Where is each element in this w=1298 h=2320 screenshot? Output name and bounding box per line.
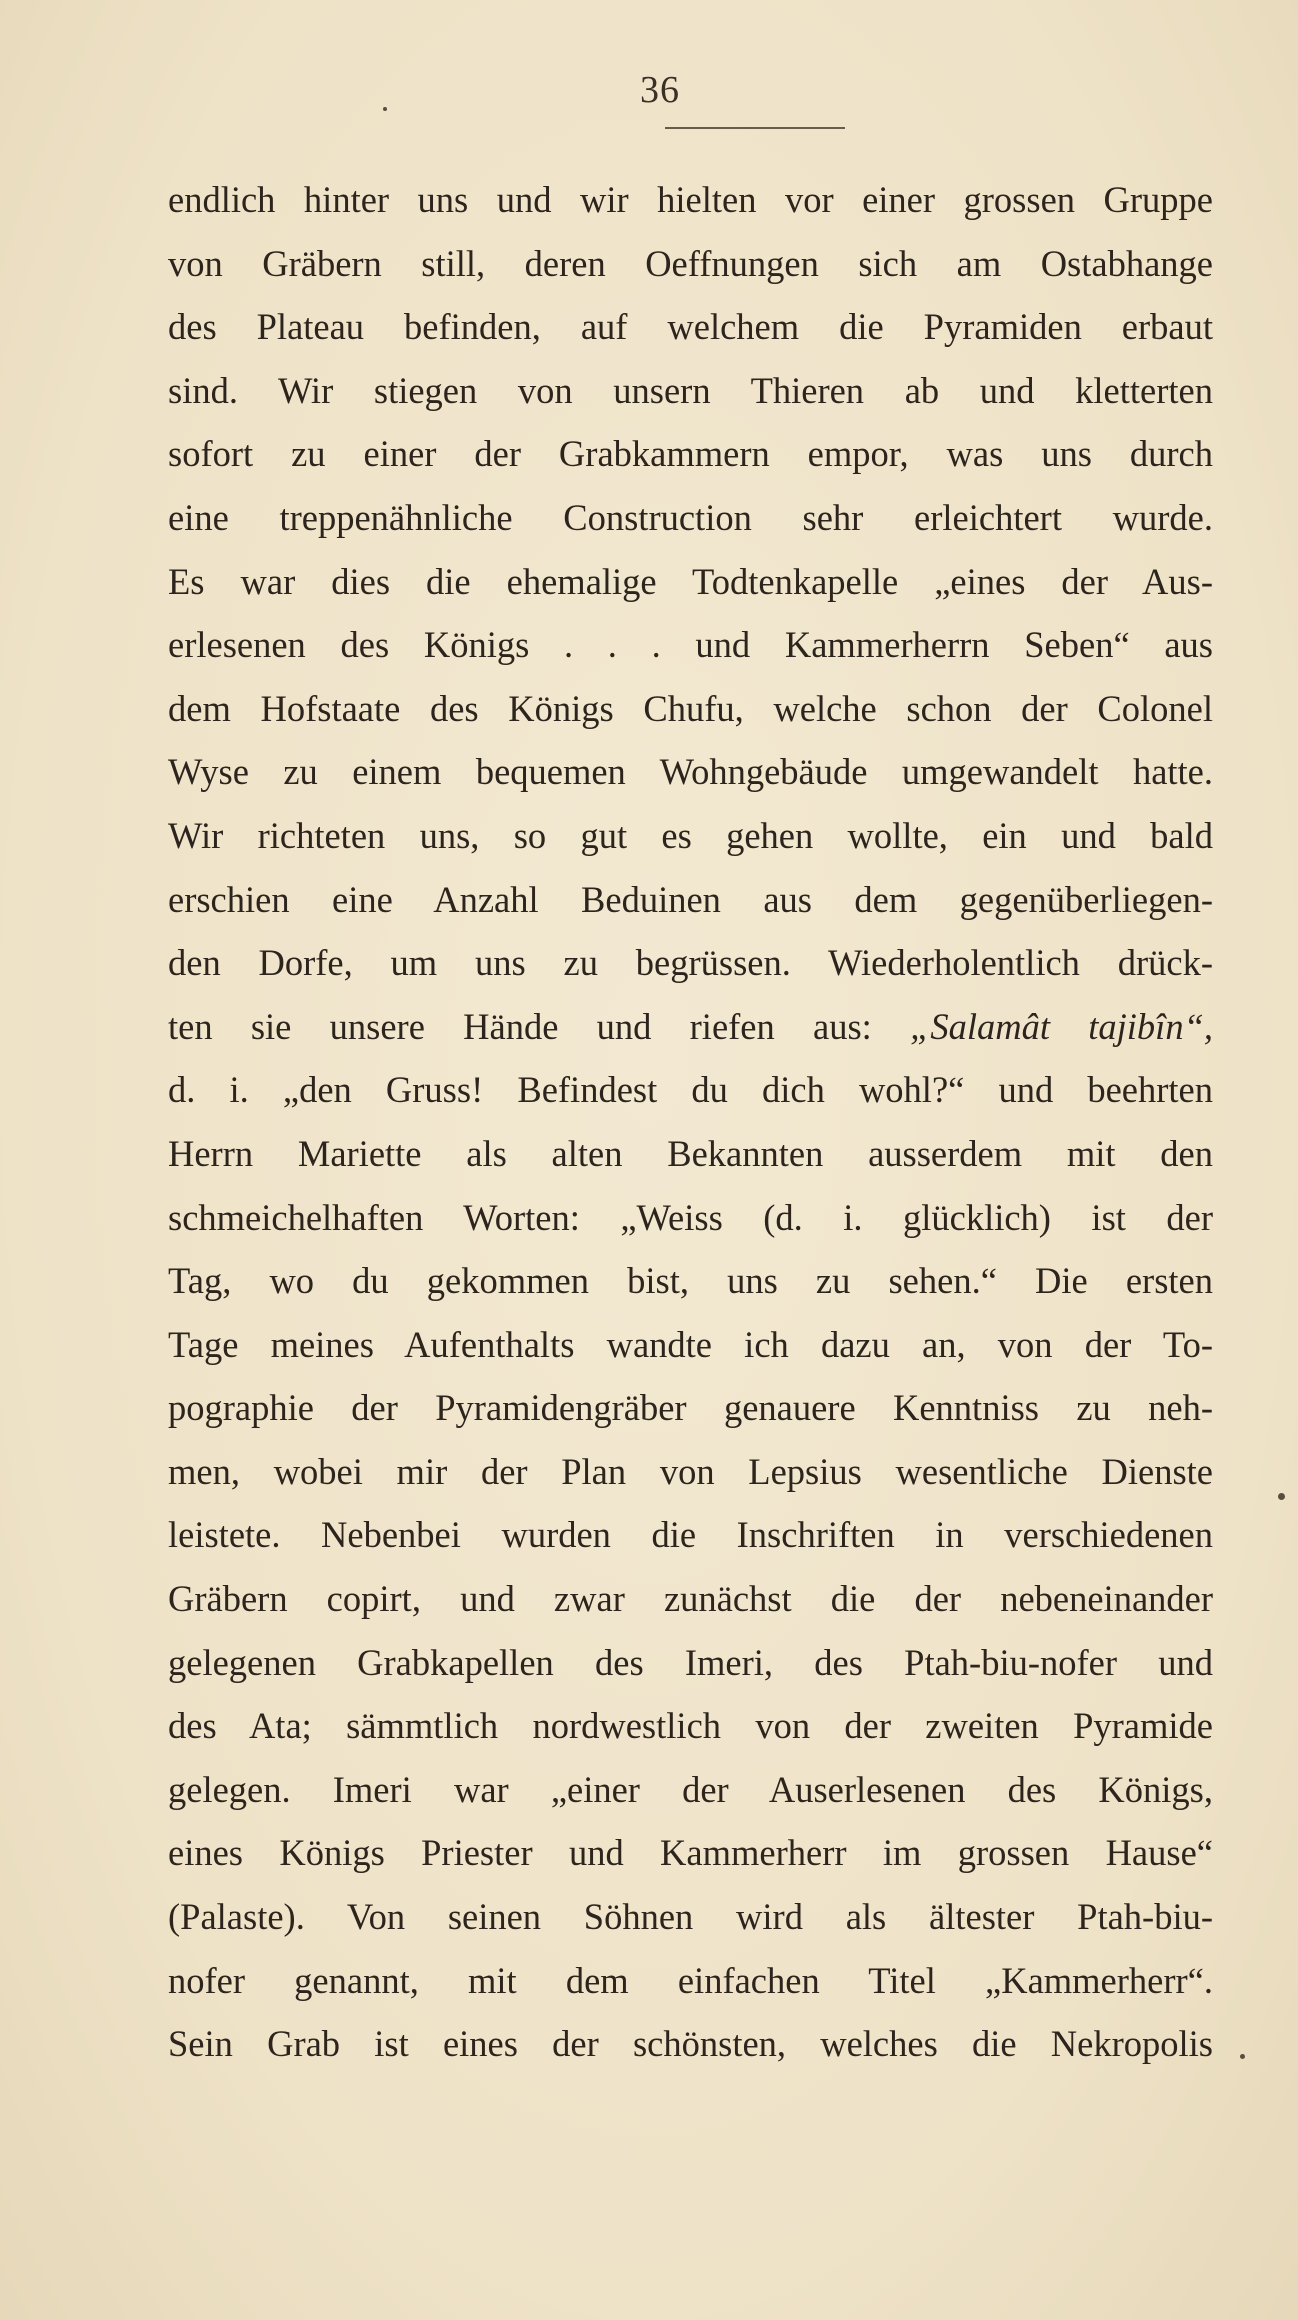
text-line: dem Hofstaate des Königs Chufu, welche schon der Colonel <box>168 687 1213 729</box>
paper-speck <box>1240 2054 1245 2059</box>
text-line-with-italic <box>168 995 1213 1059</box>
text-line: Herrn Mariette als alten Bekannten ausserdem mit den <box>168 1132 1213 1174</box>
text-line: d. i. „den Gruss! Befindest du dich wohl?“ und beehrten <box>168 1069 1213 1111</box>
text-line: eine treppenähnliche Construction sehr erleichtert wurde. <box>168 496 1213 538</box>
text-line: Gräbern copirt, und zwar zunächst die der nebeneinander <box>168 1578 1213 1620</box>
text-line: des Ata; sämmtlich nordwestlich von der zweiten Pyramide <box>168 1705 1213 1747</box>
page-number: 36 <box>640 69 680 111</box>
text-line: eines Königs Priester und Kammerherr im grossen Hause“ <box>168 1832 1213 1874</box>
text-line: sind. Wir stiegen von unsern Thieren ab und kletterten <box>168 369 1213 411</box>
italic-phrase: „Salamât tajibîn“, <box>910 1005 1213 1047</box>
text-line: schmeichelhaften Worten: „Weiss (d. i. glücklich) ist der <box>168 1196 1213 1238</box>
text-line: des Plateau befinden, auf welchem die Pyramiden erbaut <box>168 306 1213 348</box>
text-line: Es war dies die ehemalige Todtenkapelle „eines der Aus- <box>168 560 1213 602</box>
paper-speck <box>383 107 387 111</box>
text-line: men, wobei mir der Plan von Lepsius wesentliche Dienste <box>168 1450 1213 1492</box>
text-line-lead: ten sie unsere Hände und riefen aus: <box>168 1005 872 1047</box>
text-line: nofer genannt, mit dem einfachen Titel „Kammerherr“. <box>168 1959 1213 2001</box>
text-line: Sein Grab ist eines der schönsten, welches die Nekropolis <box>168 2023 1213 2065</box>
text-line: leistete. Nebenbei wurden die Inschriften in verschiedenen <box>168 1514 1213 1556</box>
text-line: Tag, wo du gekommen bist, uns zu sehen.“ Die ersten <box>168 1260 1213 1302</box>
text-line: erlesenen des Königs . . . und Kammerherrn Seben“ aus <box>168 624 1213 666</box>
text-line: Wyse zu einem bequemen Wohngebäude umgewandelt hatte. <box>168 751 1213 793</box>
body-text <box>168 168 1213 2076</box>
text-line: endlich hinter uns und wir hielten vor einer grossen Gruppe <box>168 179 1213 220</box>
text-line: Wir richteten uns, so gut es gehen wollte, ein und bald <box>168 814 1213 856</box>
text-line: gelegen. Imeri war „einer der Auserlesenen des Königs, <box>168 1768 1213 1810</box>
text-line: Tage meines Aufenthalts wandte ich dazu an, von der To- <box>168 1323 1213 1365</box>
text-line: (Palaste). Von seinen Söhnen wird als ältester Ptah-biu- <box>168 1896 1213 1938</box>
paper-speck <box>1278 1493 1285 1500</box>
text-line: gelegenen Grabkapellen des Imeri, des Ptah-biu-nofer und <box>168 1641 1213 1683</box>
text-line: sofort zu einer der Grabkammern empor, was uns durch <box>168 433 1213 475</box>
text-line: pographie der Pyramidengräber genauere Kenntniss zu neh- <box>168 1387 1213 1429</box>
text-line: den Dorfe, um uns zu begrüssen. Wiederholentlich drück- <box>168 942 1213 984</box>
text-line: erschien eine Anzahl Beduinen aus dem gegenüberliegen- <box>168 878 1213 920</box>
header-rule <box>665 127 845 129</box>
text-line: von Gräbern still, deren Oeffnungen sich am Ostabhange <box>168 242 1213 284</box>
